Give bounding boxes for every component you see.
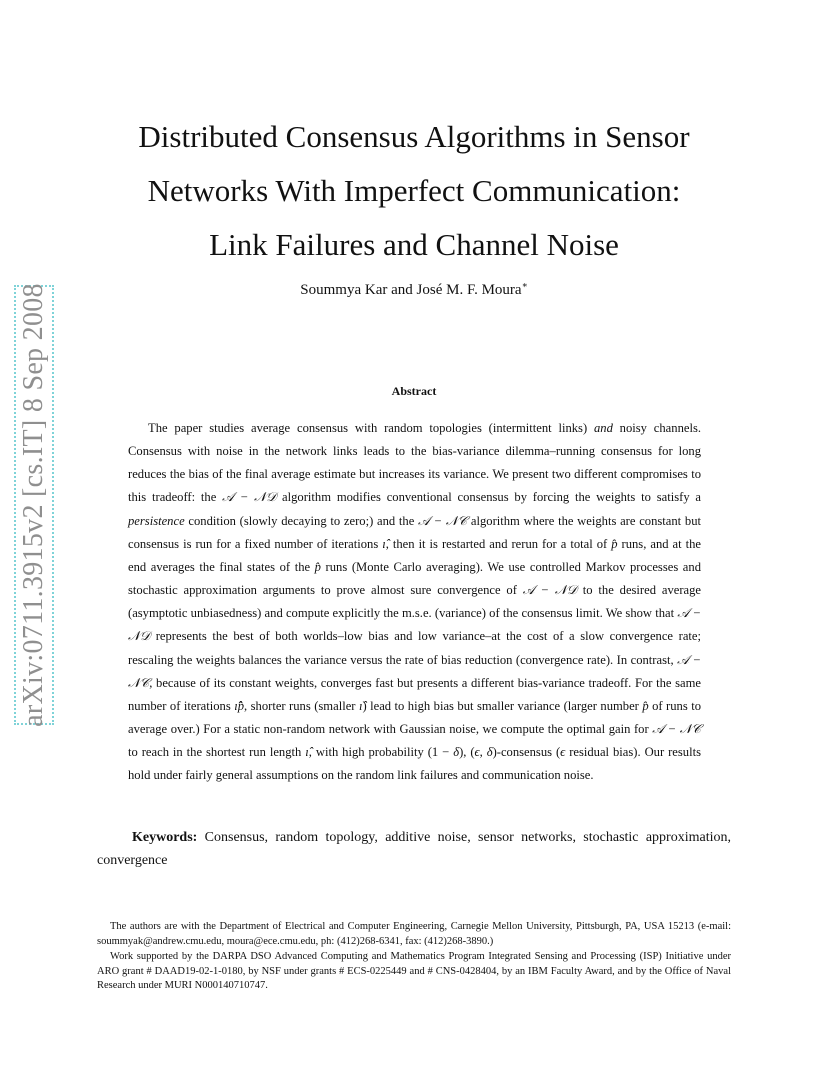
abstract-text: to the desired average (asymptotic unbiasedness) and compute explicitly the m.s.e. (variance) of the consensus limit. We show that — [128, 583, 701, 621]
math-symbol: 𝒜 − 𝒩𝒟 — [222, 490, 277, 505]
math-symbol: ı̂ — [358, 698, 363, 713]
math-symbol: p̂ — [314, 559, 321, 574]
keywords-label: Keywords: — [132, 830, 198, 845]
math-symbol: 𝒜 − 𝒩𝒞 — [652, 722, 701, 737]
math-symbol: ı̂ — [382, 536, 386, 551]
keywords-paragraph — [97, 826, 731, 872]
title-line: Link Failures and Channel Noise — [209, 227, 619, 262]
math-symbol: 𝒜 − 𝒩𝒟 — [128, 606, 701, 644]
footnote-affiliation: The authors are with the Department of Electrical and Computer Engineering, Carnegie Mellon University, Pittsburgh, PA, USA 15213 (e-mail: soummyak@andrew.cmu.edu, moura@ece.cmu.edu, ph: (412)268-6341, fax: (412)268-3890.) — [97, 921, 731, 947]
math-symbol: ı̂p̂ — [234, 698, 245, 713]
math-symbol: ı̂ — [305, 745, 309, 760]
abstract-text: to reach in the shortest run length — [128, 745, 306, 760]
author-footnote-mark: ∗ — [521, 280, 528, 290]
abstract-text: , with high probability (1 − — [308, 745, 454, 760]
keywords-text: Consensus, random topology, additive noise, sensor networks, stochastic approximation, convergence — [97, 830, 731, 868]
title-line: Distributed Consensus Algorithms in Sensor — [138, 119, 690, 154]
abstract-text: )-consensus ( — [492, 745, 561, 760]
author-names: Soummya Kar and José M. F. Moura — [300, 282, 522, 298]
abstract-heading: Abstract — [391, 384, 437, 398]
math-symbol: 𝒜 − 𝒩𝒞 — [128, 652, 701, 690]
math-symbol: 𝒜 − 𝒩𝒟 — [522, 583, 577, 598]
math-symbol: p̂ — [642, 698, 649, 713]
abstract-text: of runs to average over.) For a static non-random network with Gaussian noise, we compute the optimal gain for — [128, 698, 702, 737]
arxiv-stamp — [14, 285, 54, 725]
footnote-funding: Work supported by the DARPA DSO Advanced Computing and Mathematics Program Integrated Sensing and Processing (ISP) Initiative under ARO grant # DAAD19-02-1-0180, by NSF under grants # ECS-0225449 and # CNS-0428404, by an IBM Faculty Award, and by the Office of Naval Research under MURI N000140710747. — [97, 951, 731, 991]
abstract-text: represents the best of both worlds–low bias and low variance–at the cost of a slow convergence rate; rescaling the weights balances the variance versus the rate of bias reduction (convergence rate). In contrast, — [128, 629, 701, 667]
math-symbol: ϵ, δ — [474, 745, 493, 760]
math-symbol: 𝒜 − 𝒩𝒞 — [418, 513, 468, 528]
math-symbol: δ — [453, 745, 460, 760]
abstract-text: , shorter runs (smaller — [244, 698, 359, 713]
abstract-text: algorithm where the weights are constant but consensus is run for a fixed number of iterations — [128, 513, 701, 551]
abstract-text: residual bias). Our results hold under fairly general assumptions on the random link failures and communication noise. — [128, 745, 701, 783]
math-symbol: p̂ — [611, 536, 618, 551]
abstract-text: , because of its constant weights, converges fast but presents a different bias-variance tradeoff. For the same number of iterations — [128, 675, 701, 713]
abstract-text: runs, and at the end averages the final states of the — [128, 536, 702, 574]
abstract-emphasis: persistence — [128, 513, 185, 528]
title-line: Networks With Imperfect Communication: — [147, 173, 681, 208]
abstract-emphasis: and — [593, 421, 613, 435]
abstract-body — [128, 417, 701, 788]
abstract-text: condition (slowly decaying to zero;) and the — [184, 513, 419, 528]
math-symbol: ϵ — [560, 745, 566, 760]
author-list — [100, 280, 728, 299]
abstract-text: algorithm modifies conventional consensus by forcing the weights to satisfy a — [276, 490, 702, 505]
abstract-text: The paper studies average consensus with random topologies (intermittent links) — [148, 421, 594, 435]
abstract-text: , then it is restarted and rerun for a total of — [385, 536, 612, 551]
abstract-text: ), ( — [459, 745, 475, 760]
arxiv-stamp-text: arXiv:0711.3915v2 [cs.IT] 8 Sep 2008 — [18, 283, 50, 727]
paper-title — [100, 110, 728, 272]
abstract-text: runs (Monte Carlo averaging). We use controlled Markov processes and stochastic approximation arguments to prove almost sure convergence of — [128, 559, 701, 598]
abstract-text: noisy channels. Consensus with noise in the network links leads to the bias-variance dilemma–running consensus for long reduces the bias of the final average estimate but increases its variance. We present two different compromises to this tradeoff: the — [128, 421, 702, 505]
abstract-text: ) lead to high bias but smaller variance (larger number — [362, 698, 643, 713]
